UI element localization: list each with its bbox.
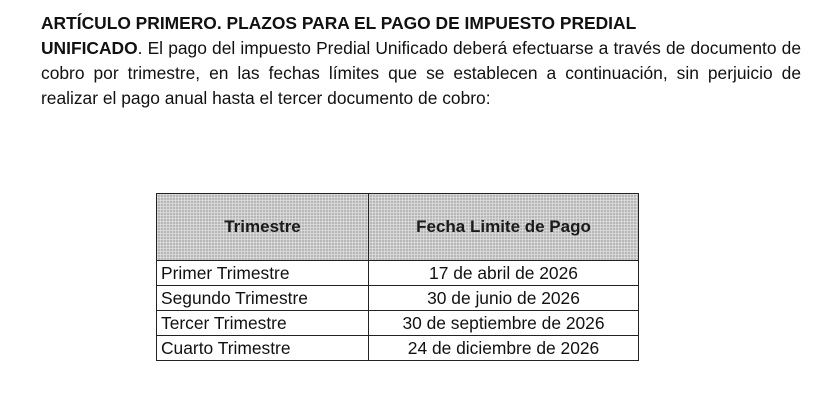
cell-trimestre: Segundo Trimestre (157, 286, 369, 311)
cell-trimestre: Tercer Trimestre (157, 311, 369, 336)
table-row (157, 286, 639, 311)
cell-trimestre: Primer Trimestre (157, 261, 369, 286)
cell-fecha: 24 de diciembre de 2026 (369, 336, 639, 361)
cell-fecha: 17 de abril de 2026 (369, 261, 639, 286)
article-heading-continued: UNIFICADO (41, 38, 138, 58)
table-header-row (157, 194, 639, 261)
article-paragraph (41, 11, 801, 111)
article-heading: ARTÍCULO PRIMERO. PLAZOS PARA EL PAGO DE IMPUESTO PREDIAL (41, 13, 637, 33)
table-row (157, 261, 639, 286)
table-row (157, 336, 639, 361)
cell-fecha: 30 de septiembre de 2026 (369, 311, 639, 336)
payment-deadlines-table (156, 193, 639, 361)
header-trimestre: Trimestre (157, 194, 369, 261)
header-fecha-limite: Fecha Limite de Pago (369, 194, 639, 261)
table-row (157, 311, 639, 336)
cell-fecha: 30 de junio de 2026 (369, 286, 639, 311)
cell-trimestre: Cuarto Trimestre (157, 336, 369, 361)
article-body: . El pago del impuesto Predial Unificado deberá efectuarse a través de documento de cobro por trimestre, en las fechas límites que se establecen a continuación, sin perjuicio de realizar el pago anual hasta el tercer documento de cobro: (41, 38, 801, 108)
payment-deadlines-table-container (156, 193, 639, 361)
